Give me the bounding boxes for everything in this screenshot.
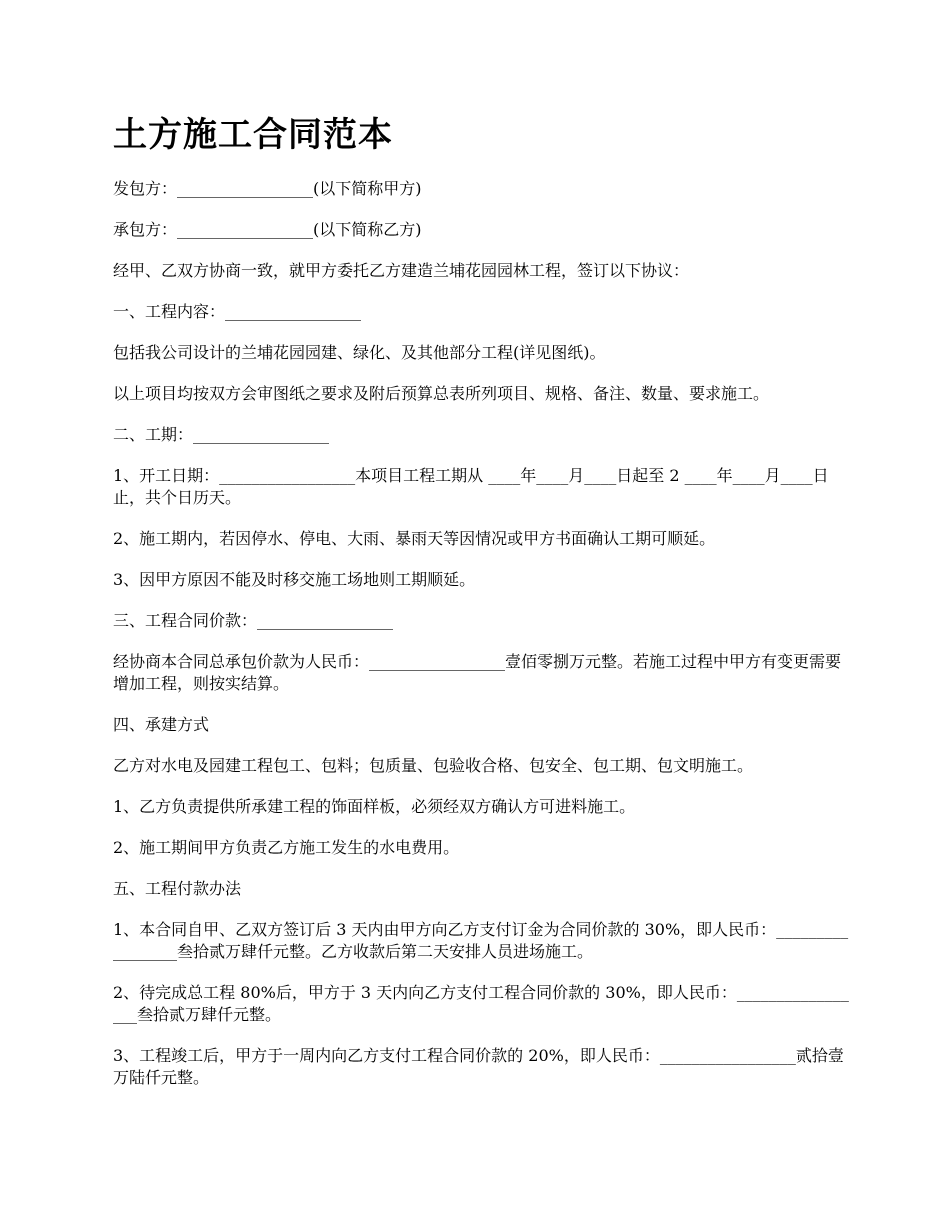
document-page [113,108,853,1108]
section-1-heading: 一、工程内容：_________________ [113,302,362,321]
contract-price-paragraph: 经协商本合同总承包价款为人民币：_________________壹佰零捌万元整。若施工过程中甲方有变更需要增加工程，则按实结算。 [113,652,842,693]
sample-board-clause: 1、乙方负责提供所承建工程的饰面样板，必须经双方确认方可进料施工。 [113,797,636,816]
scope-requirements-paragraph: 以上项目均按双方会审图纸之要求及附后预算总表所列项目、规格、备注、数量、要求施工。 [113,384,770,403]
payment-clause-3: 3、工程竣工后，甲方于一周内向乙方支付工程合同价款的 20%，即人民币：_________________贰拾壹万陆仟元整。 [113,1046,844,1087]
section-4-heading: 四、承建方式 [113,715,210,734]
section-2-heading: 二、工期：_________________ [113,425,330,444]
document-title: 土方施工合同范本 [113,115,393,155]
party-a-line: 发包方：_________________(以下简称甲方) [113,179,422,198]
site-delay-clause: 3、因甲方原因不能及时移交施工场地则工期顺延。 [113,570,476,589]
section-3-heading: 三、工程合同价款：_________________ [113,611,394,630]
payment-clause-1: 1、本合同自甲、乙双方签订后 3 天内由甲方向乙方支付订金为合同价款的 30%，即人民币：_________________叁拾贰万肆仟元整。乙方收款后第二天安排人员进场施工。 [113,920,849,961]
party-b-line: 承包方：_________________(以下简称乙方) [113,220,422,239]
start-date-clause: 1、开工日期：_________________本项目工程工期从 ____年____月____日起至 2 ____年____月____日止，共个日历天。 [113,466,829,507]
payment-clause-2: 2、待完成总工程 80%后，甲方于 3 天内向乙方支付工程合同价款的 30%，即人民币：_________________叁拾贰万肆仟元整。 [113,983,849,1024]
utility-cost-clause: 2、施工期间甲方负责乙方施工发生的水电费用。 [113,838,460,857]
section-5-heading: 五、工程付款办法 [113,879,242,898]
agreement-intro: 经甲、乙双方协商一致，就甲方委托乙方建造兰埔花园园林工程，签订以下协议： [113,261,690,280]
contracting-method-paragraph: 乙方对水电及园建工程包工、包料；包质量、包验收合格、包安全、包工期、包文明施工。 [113,756,754,775]
extension-clause: 2、施工期内，若因停水、停电、大雨、暴雨天等因情况或甲方书面确认工期可顺延。 [113,529,716,548]
scope-paragraph: 包括我公司设计的兰埔花园园建、绿化、及其他部分工程(详见图纸)。 [113,343,606,362]
